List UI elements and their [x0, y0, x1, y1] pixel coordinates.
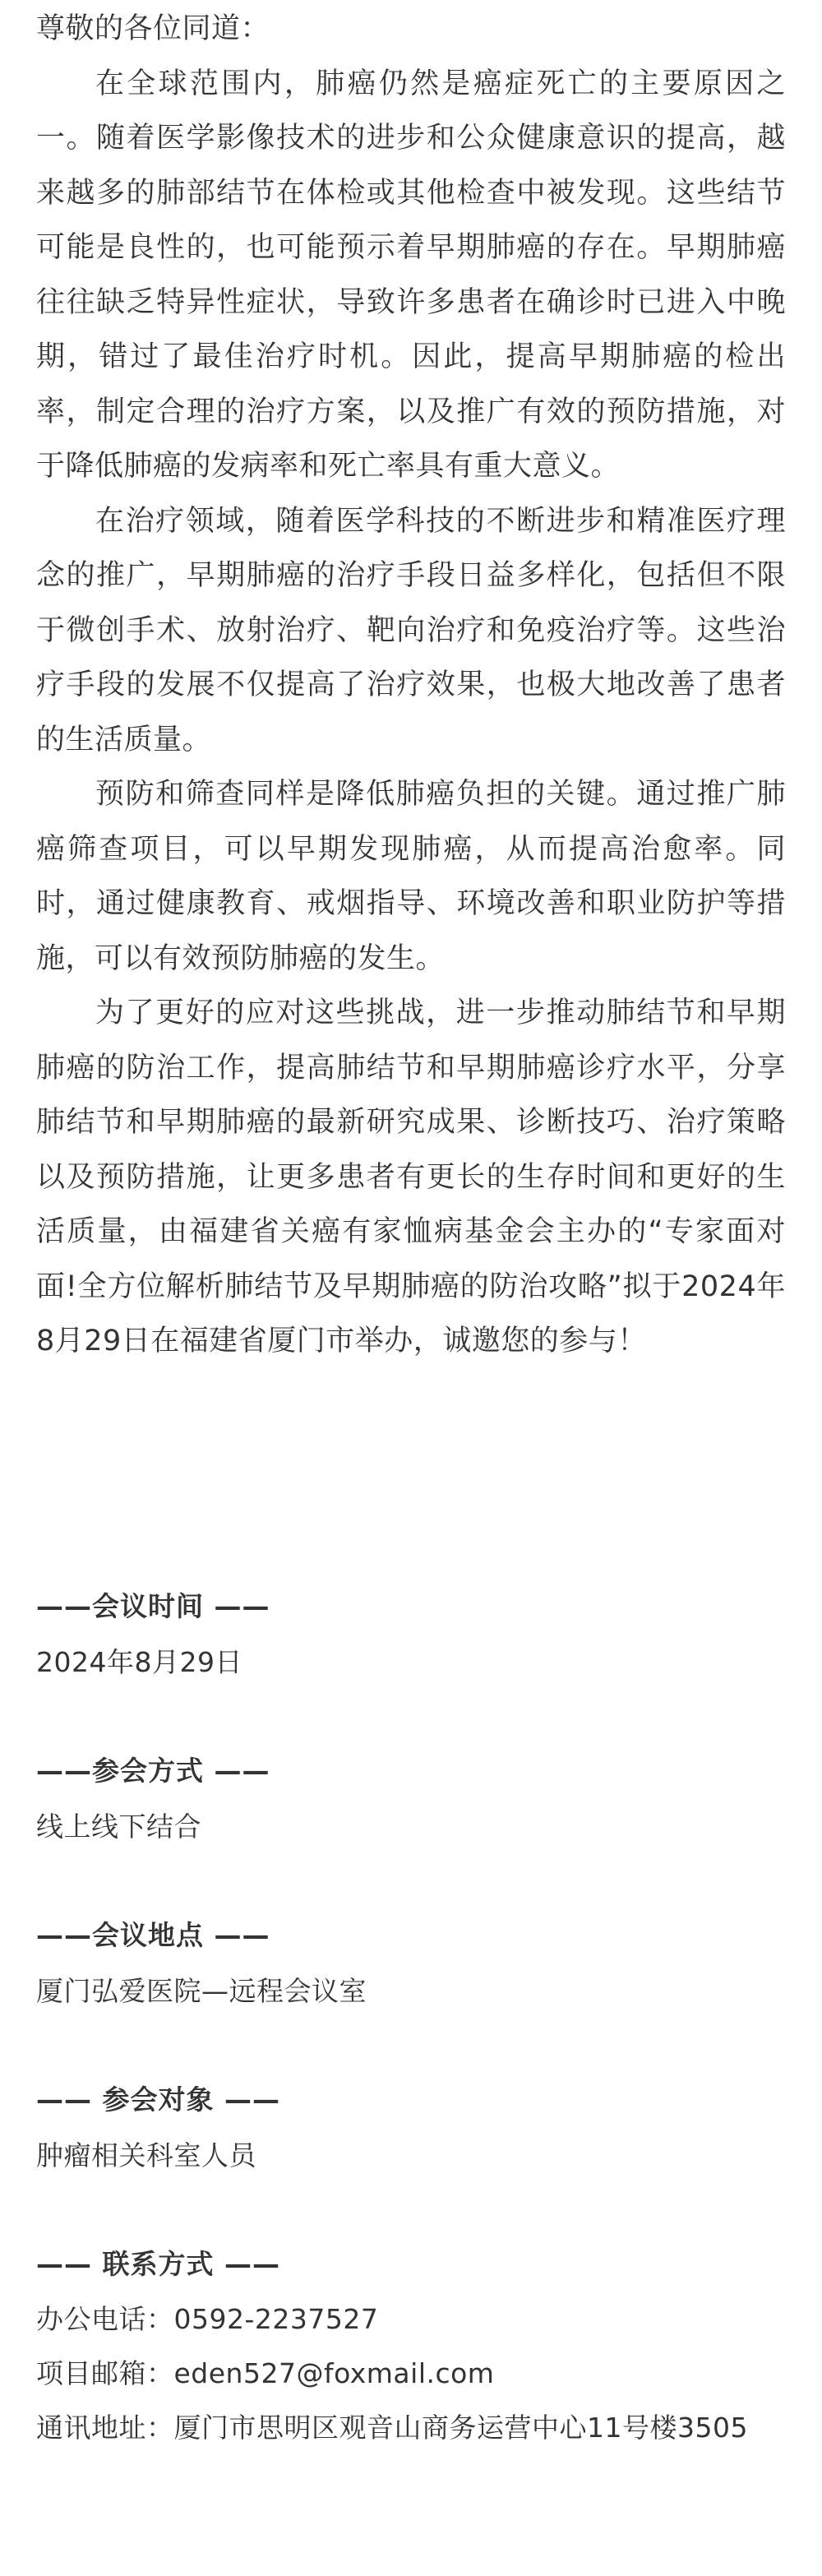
paragraph-invitation: 为了更好的应对这些挑战，进一步推动肺结节和早期肺癌的防治工作，提高肺结节和早期肺癌诊疗水平，分享肺结节和早期肺癌的最新研究成果、诊断技巧、治疗策略以及预防措施，让更多患者有更长的生存时间和更好的生活质量，由福建省关癌有家恤病基金会主办的“专家面对面!全方位解析肺结节及早期肺癌的防治攻略”拟于2024年8月29日在福建省厦门市举办，诚邀您的参与！	[36, 997, 786, 1357]
section-contact	[36, 2248, 786, 2455]
attend-mode-value: 线上线下结合	[36, 1811, 201, 1843]
contact-email: 项目邮箱：eden527@foxmail.com	[36, 2357, 495, 2389]
paragraph-prevention: 预防和筛查同样是降低肺癌负担的关键。通过推广肺癌筛查项目，可以早期发现肺癌，从而提高治愈率。同时，通过健康教育、戒烟指导、环境改善和职业防护等措施，可以有效预防肺癌的发生。	[36, 778, 786, 975]
paragraph-background: 在全球范围内，肺癌仍然是癌症死亡的主要原因之一。随着医学影像技术的进步和公众健康意识的提高，越来越多的肺部结节在体检或其他检查中被发现。这些结节可能是良性的，也可能预示着早期肺癌的存在。早期肺癌往往缺乏特异性症状，导致许多患者在确诊时已进入中晚期，错过了最佳治疗时机。因此，提高早期肺癌的检出率，制定合理的治疗方案，以及推广有效的预防措施，对于降低肺癌的发病率和死亡率具有重大意义。	[36, 67, 786, 483]
greeting: 尊敬的各位同道：	[36, 12, 270, 45]
contact-address: 通讯地址：厦门市思明区观音山商务运营中心11号楼3505	[36, 2412, 748, 2444]
audience-heading: —— 参会对象 ——	[36, 2083, 280, 2116]
venue-heading: ——会议地点 ——	[36, 1919, 270, 1951]
contact-heading: —— 联系方式 ——	[36, 2248, 280, 2280]
section-meeting-time	[36, 1590, 786, 1679]
venue-value: 厦门弘爱医院—远程会议室	[36, 1975, 367, 2007]
section-audience	[36, 2083, 786, 2172]
meeting-time-value: 2024年8月29日	[36, 1646, 242, 1678]
section-attend-mode	[36, 1755, 786, 1843]
attend-mode-heading: ——参会方式 ——	[36, 1755, 270, 1787]
paragraph-treatment: 在治疗领域，随着医学科技的不断进步和精准医疗理念的推广，早期肺癌的治疗手段日益多样化，包括但不限于微创手术、放射治疗、靶向治疗和免疫治疗等。这些治疗手段的发展不仅提高了治疗效果，也极大地改善了患者的生活质量。	[36, 504, 786, 756]
section-venue	[36, 1919, 786, 2008]
audience-value: 肿瘤相关科室人员	[36, 2139, 256, 2171]
meeting-time-heading: ——会议时间 ——	[36, 1590, 270, 1622]
contact-phone: 办公电话：0592-2237527	[36, 2303, 379, 2335]
